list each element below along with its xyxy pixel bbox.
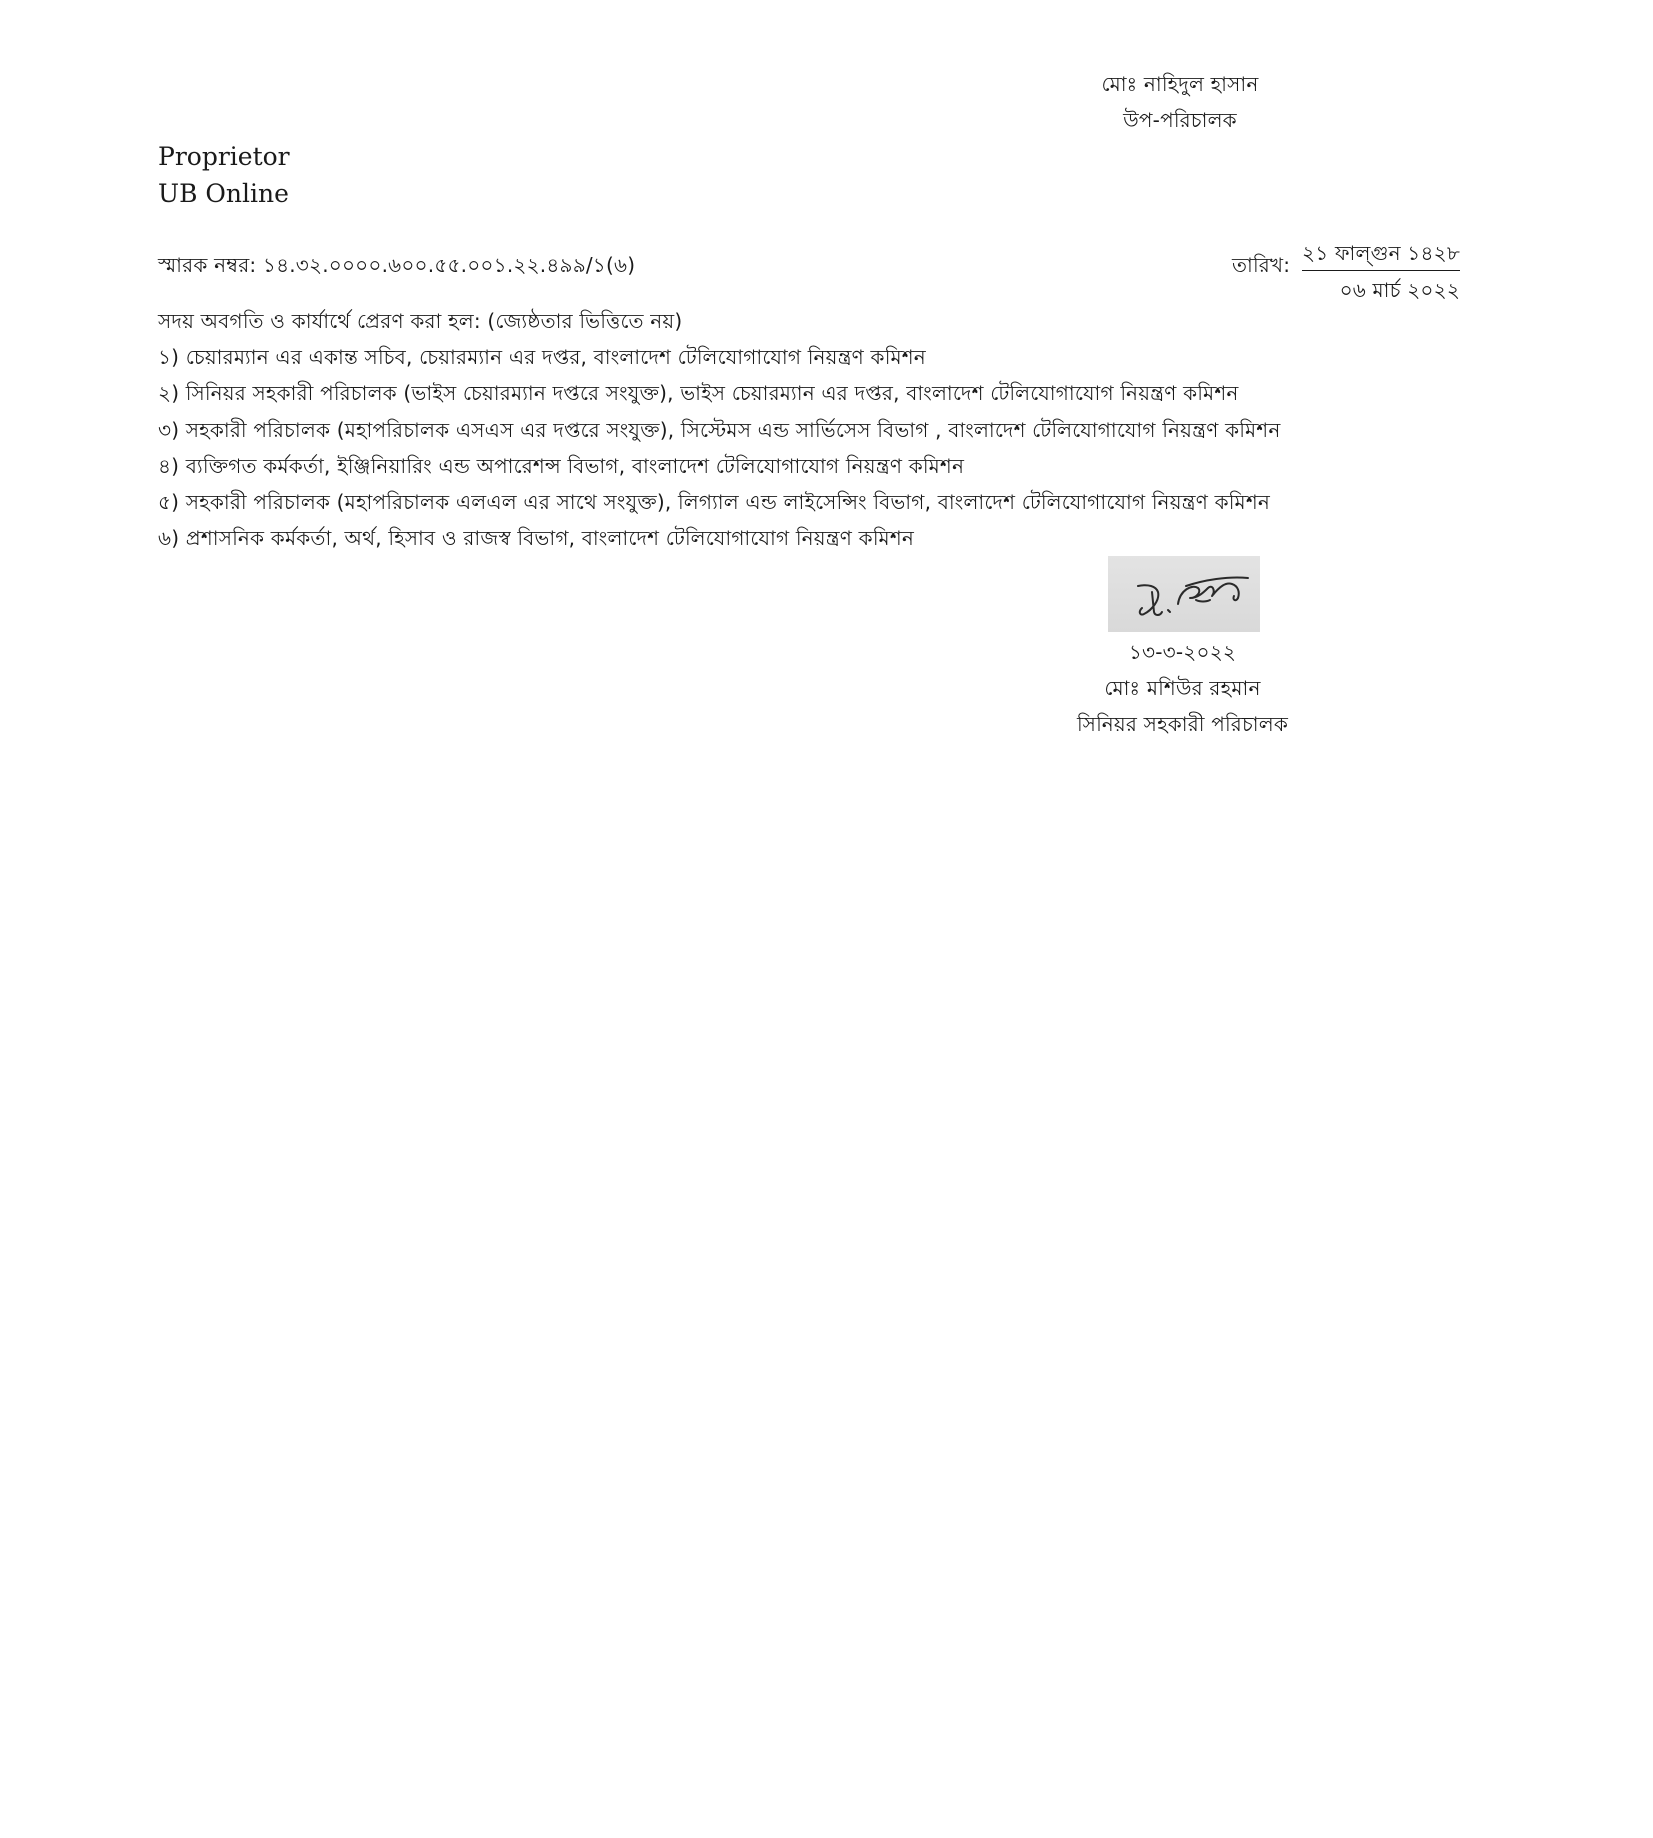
date-values [1302,238,1460,307]
signer-name: মোঃ মশিউর রহমান [1104,676,1261,700]
copy-item: ৫) সহকারী পরিচালক (মহাপরিচালক এলএল এর সাথে সংযুক্ত), লিগ্যাল এন্ড লাইসেন্সিং বিভাগ, বাংলাদেশ টেলিযোগাযোগ নিয়ন্ত্রণ কমিশন [158,490,1271,515]
signer-designation: সিনিয়র সহকারী পরিচালক [1076,712,1289,736]
copy-item: ৬) প্রশাসনিক কর্মকর্তা, অর্থ, হিসাব ও রাজস্ব বিভাগ, বাংলাদেশ টেলিযোগাযোগ নিয়ন্ত্রণ কমিশন [158,526,915,551]
copy-intro: সদয় অবগতি ও কার্যার্থে প্রেরণ করা হল: (জ্যেষ্ঠতার ভিত্তিতে নয়) [158,309,683,333]
date-bangla: ২১ ফাল্গুন ১৪২৮ [1302,238,1460,271]
recipient-organization: UB Online [158,179,289,208]
recipient-title: Proprietor [158,142,290,171]
copy-distribution-list [158,303,1280,556]
copy-item: ৪) ব্যক্তিগত কর্মকর্তা, ইঞ্জিনিয়ারিং এন্ড অপারেশন্স বিভাগ, বাংলাদেশ টেলিযোগাযোগ নিয়ন্ত্রণ কমিশন [158,453,965,478]
sender-designation: উপ-পরিচালক [1123,108,1237,132]
memo-number: স্মারক নম্বর: ১৪.৩২.০০০০.৬০০.৫৫.০০১.২২.৪৯৯/১(৬) [158,253,636,277]
sender-block [1065,66,1295,138]
date-label: তারিখ: [1232,253,1291,277]
copy-item: ১) চেয়ারম্যান এর একান্ত সচিব, চেয়ারম্যান এর দপ্তর, বাংলাদেশ টেলিযোগাযোগ নিয়ন্ত্রণ কমিশন [158,345,926,370]
signature-date: ১৩-৩-২০২২ [1128,640,1237,664]
signer-block [1050,634,1315,742]
sender-name: মোঃ নাহিদুল হাসান [1101,72,1259,96]
copy-item: ৩) সহকারী পরিচালক (মহাপরিচালক এসএস এর দপ্তরে সংযুক্ত), সিস্টেমস এন্ড সার্ভিসেস বিভাগ , বাংলাদেশ টেলিযোগাযোগ নিয়ন্ত্রণ কমিশন [158,417,1281,442]
signature-image [1108,556,1260,632]
recipient-block [158,138,290,212]
copy-item: ২) সিনিয়র সহকারী পরিচালক (ভাইস চেয়ারম্যান দপ্তরে সংযুক্ত), ভাইস চেয়ারম্যান এর দপ্তর, বাংলাদেশ টেলিযোগাযোগ নিয়ন্ত্রণ কমিশন [158,381,1239,406]
date-english: ০৬ মার্চ ২০২২ [1339,278,1461,302]
